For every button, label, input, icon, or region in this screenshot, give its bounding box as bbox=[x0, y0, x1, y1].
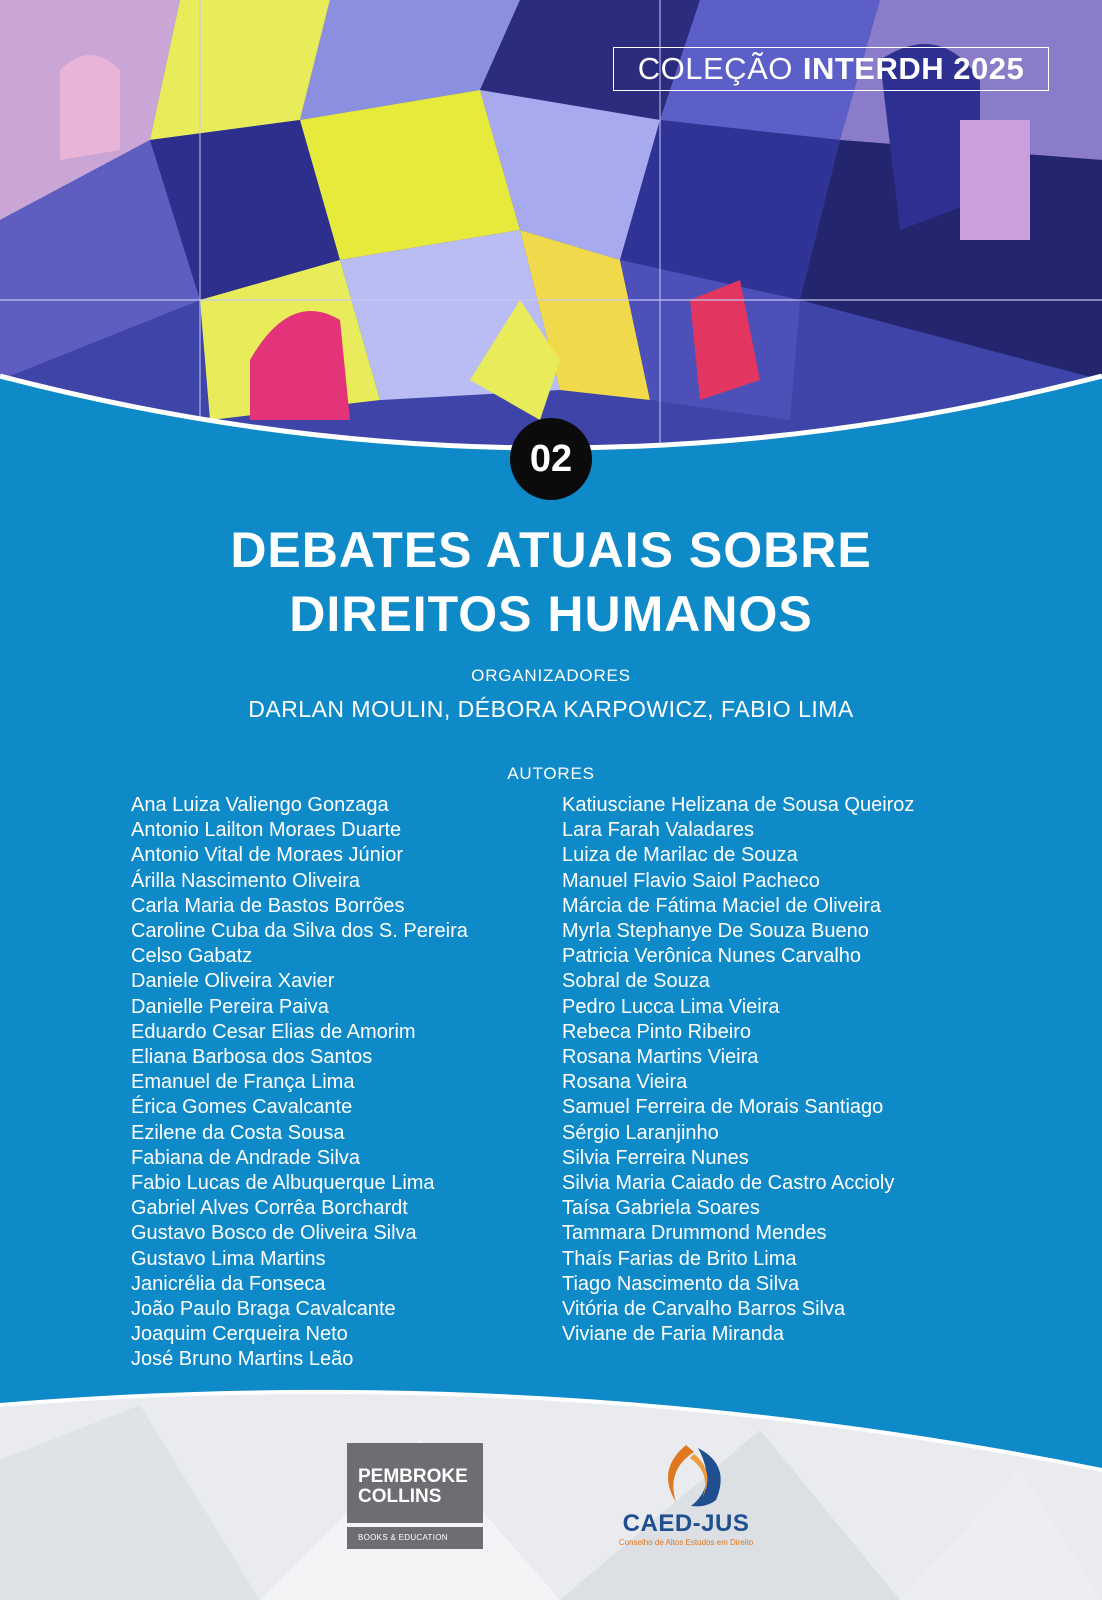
author-name: Érica Gomes Cavalcante bbox=[131, 1096, 353, 1119]
caed-swoosh-icon bbox=[646, 1440, 746, 1512]
pembroke-name-line-2: COLLINS bbox=[358, 1486, 442, 1507]
author-name: Eduardo Cesar Elias de Amorim bbox=[131, 1020, 416, 1043]
author-name: Janicrélia da Fonseca bbox=[131, 1272, 326, 1295]
author-name: Eliana Barbosa dos Santos bbox=[131, 1046, 373, 1069]
caed-jus-logo bbox=[606, 1440, 786, 1550]
pembroke-tagline: BOOKS & EDUCATION bbox=[347, 1527, 483, 1549]
author-name: Silvia Ferreira Nunes bbox=[562, 1146, 749, 1169]
author-name: João Paulo Braga Cavalcante bbox=[131, 1298, 396, 1321]
author-name: Celso Gabatz bbox=[131, 945, 253, 968]
author-name: Vitória de Carvalho Barros Silva bbox=[562, 1298, 846, 1321]
collection-name: INTERDH 2025 bbox=[802, 51, 1025, 86]
author-name: Patricia Verônica Nunes Carvalho bbox=[562, 945, 862, 968]
caed-jus-name: CAED-JUS bbox=[622, 1510, 750, 1537]
author-name: Sobral de Souza bbox=[562, 970, 710, 993]
title-line-1: DEBATES ATUAIS SOBRE bbox=[230, 522, 872, 578]
author-name: Ezilene da Costa Sousa bbox=[131, 1121, 345, 1144]
author-name: Antonio Lailton Moraes Duarte bbox=[131, 819, 402, 842]
author-name: Thaís Farias de Brito Lima bbox=[562, 1247, 797, 1270]
author-name: Ana Luiza Valiengo Gonzaga bbox=[131, 794, 389, 816]
author-name: Carla Maria de Bastos Borrões bbox=[131, 894, 405, 917]
collection-label bbox=[613, 47, 1049, 91]
organizers-names: DARLAN MOULIN, DÉBORA KARPOWICZ, FABIO LIMA bbox=[248, 696, 854, 722]
author-name: Sérgio Laranjinho bbox=[562, 1121, 719, 1144]
author-name: Gustavo Lima Martins bbox=[131, 1247, 326, 1270]
author-name: Samuel Ferreira de Morais Santiago bbox=[562, 1096, 884, 1119]
pembroke-name-line-1: PEMBROKE bbox=[358, 1466, 468, 1487]
author-name: Gustavo Bosco de Oliveira Silva bbox=[131, 1222, 417, 1245]
author-name: Caroline Cuba da Silva dos S. Pereira bbox=[131, 920, 468, 943]
author-name: Manuel Flavio Saiol Pacheco bbox=[562, 869, 820, 892]
author-name: Fabio Lucas de Albuquerque Lima bbox=[131, 1172, 435, 1195]
author-name: Rosana Martins Vieira bbox=[562, 1046, 759, 1069]
author-name: Tammara Drummond Mendes bbox=[562, 1222, 827, 1245]
author-name: José Bruno Martins Leão bbox=[131, 1348, 354, 1371]
author-name: Rebeca Pinto Ribeiro bbox=[562, 1020, 751, 1043]
author-name: Lara Farah Valadares bbox=[562, 819, 754, 842]
author-name: Luiza de Marilac de Souza bbox=[562, 844, 798, 867]
author-name: Rosana Vieira bbox=[562, 1071, 688, 1094]
author-name: Danielle Pereira Paiva bbox=[131, 995, 329, 1018]
title-line-2: DIREITOS HUMANOS bbox=[289, 586, 813, 642]
volume-badge: 02 bbox=[510, 418, 592, 500]
author-name: Daniele Oliveira Xavier bbox=[131, 970, 335, 993]
author-name: Myrla Stephanye De Souza Bueno bbox=[562, 920, 869, 943]
authors-list-left bbox=[131, 793, 468, 1373]
author-name: Emanuel de França Lima bbox=[131, 1071, 355, 1094]
pembroke-logo-box bbox=[347, 1443, 483, 1523]
author-name: Antonio Vital de Moraes Júnior bbox=[131, 844, 404, 867]
pembroke-collins-logo bbox=[347, 1443, 483, 1549]
collection-prefix: COLEÇÃO bbox=[637, 51, 793, 86]
caed-jus-subtitle: Conselho de Altos Estudos em Direito bbox=[618, 1538, 754, 1547]
author-name: Fabiana de Andrade Silva bbox=[131, 1146, 361, 1169]
authors-heading: AUTORES bbox=[507, 764, 595, 783]
author-name: Árilla Nascimento Oliveira bbox=[131, 869, 360, 892]
author-name: Joaquim Cerqueira Neto bbox=[131, 1323, 348, 1346]
author-name: Taísa Gabriela Soares bbox=[562, 1197, 760, 1220]
author-name: Márcia de Fátima Maciel de Oliveira bbox=[562, 894, 881, 917]
organizers-heading: ORGANIZADORES bbox=[471, 666, 631, 685]
author-name: Gabriel Alves Corrêa Borchardt bbox=[131, 1197, 408, 1220]
author-name: Silvia Maria Caiado de Castro Accioly bbox=[562, 1172, 895, 1195]
author-name: Viviane de Faria Miranda bbox=[562, 1323, 784, 1346]
author-name: Pedro Lucca Lima Vieira bbox=[562, 995, 780, 1018]
author-name: Tiago Nascimento da Silva bbox=[562, 1272, 800, 1295]
author-name: Katiusciane Helizana de Sousa Queiroz bbox=[562, 794, 915, 816]
authors-list-right bbox=[562, 793, 914, 1347]
book-title bbox=[100, 518, 1002, 646]
